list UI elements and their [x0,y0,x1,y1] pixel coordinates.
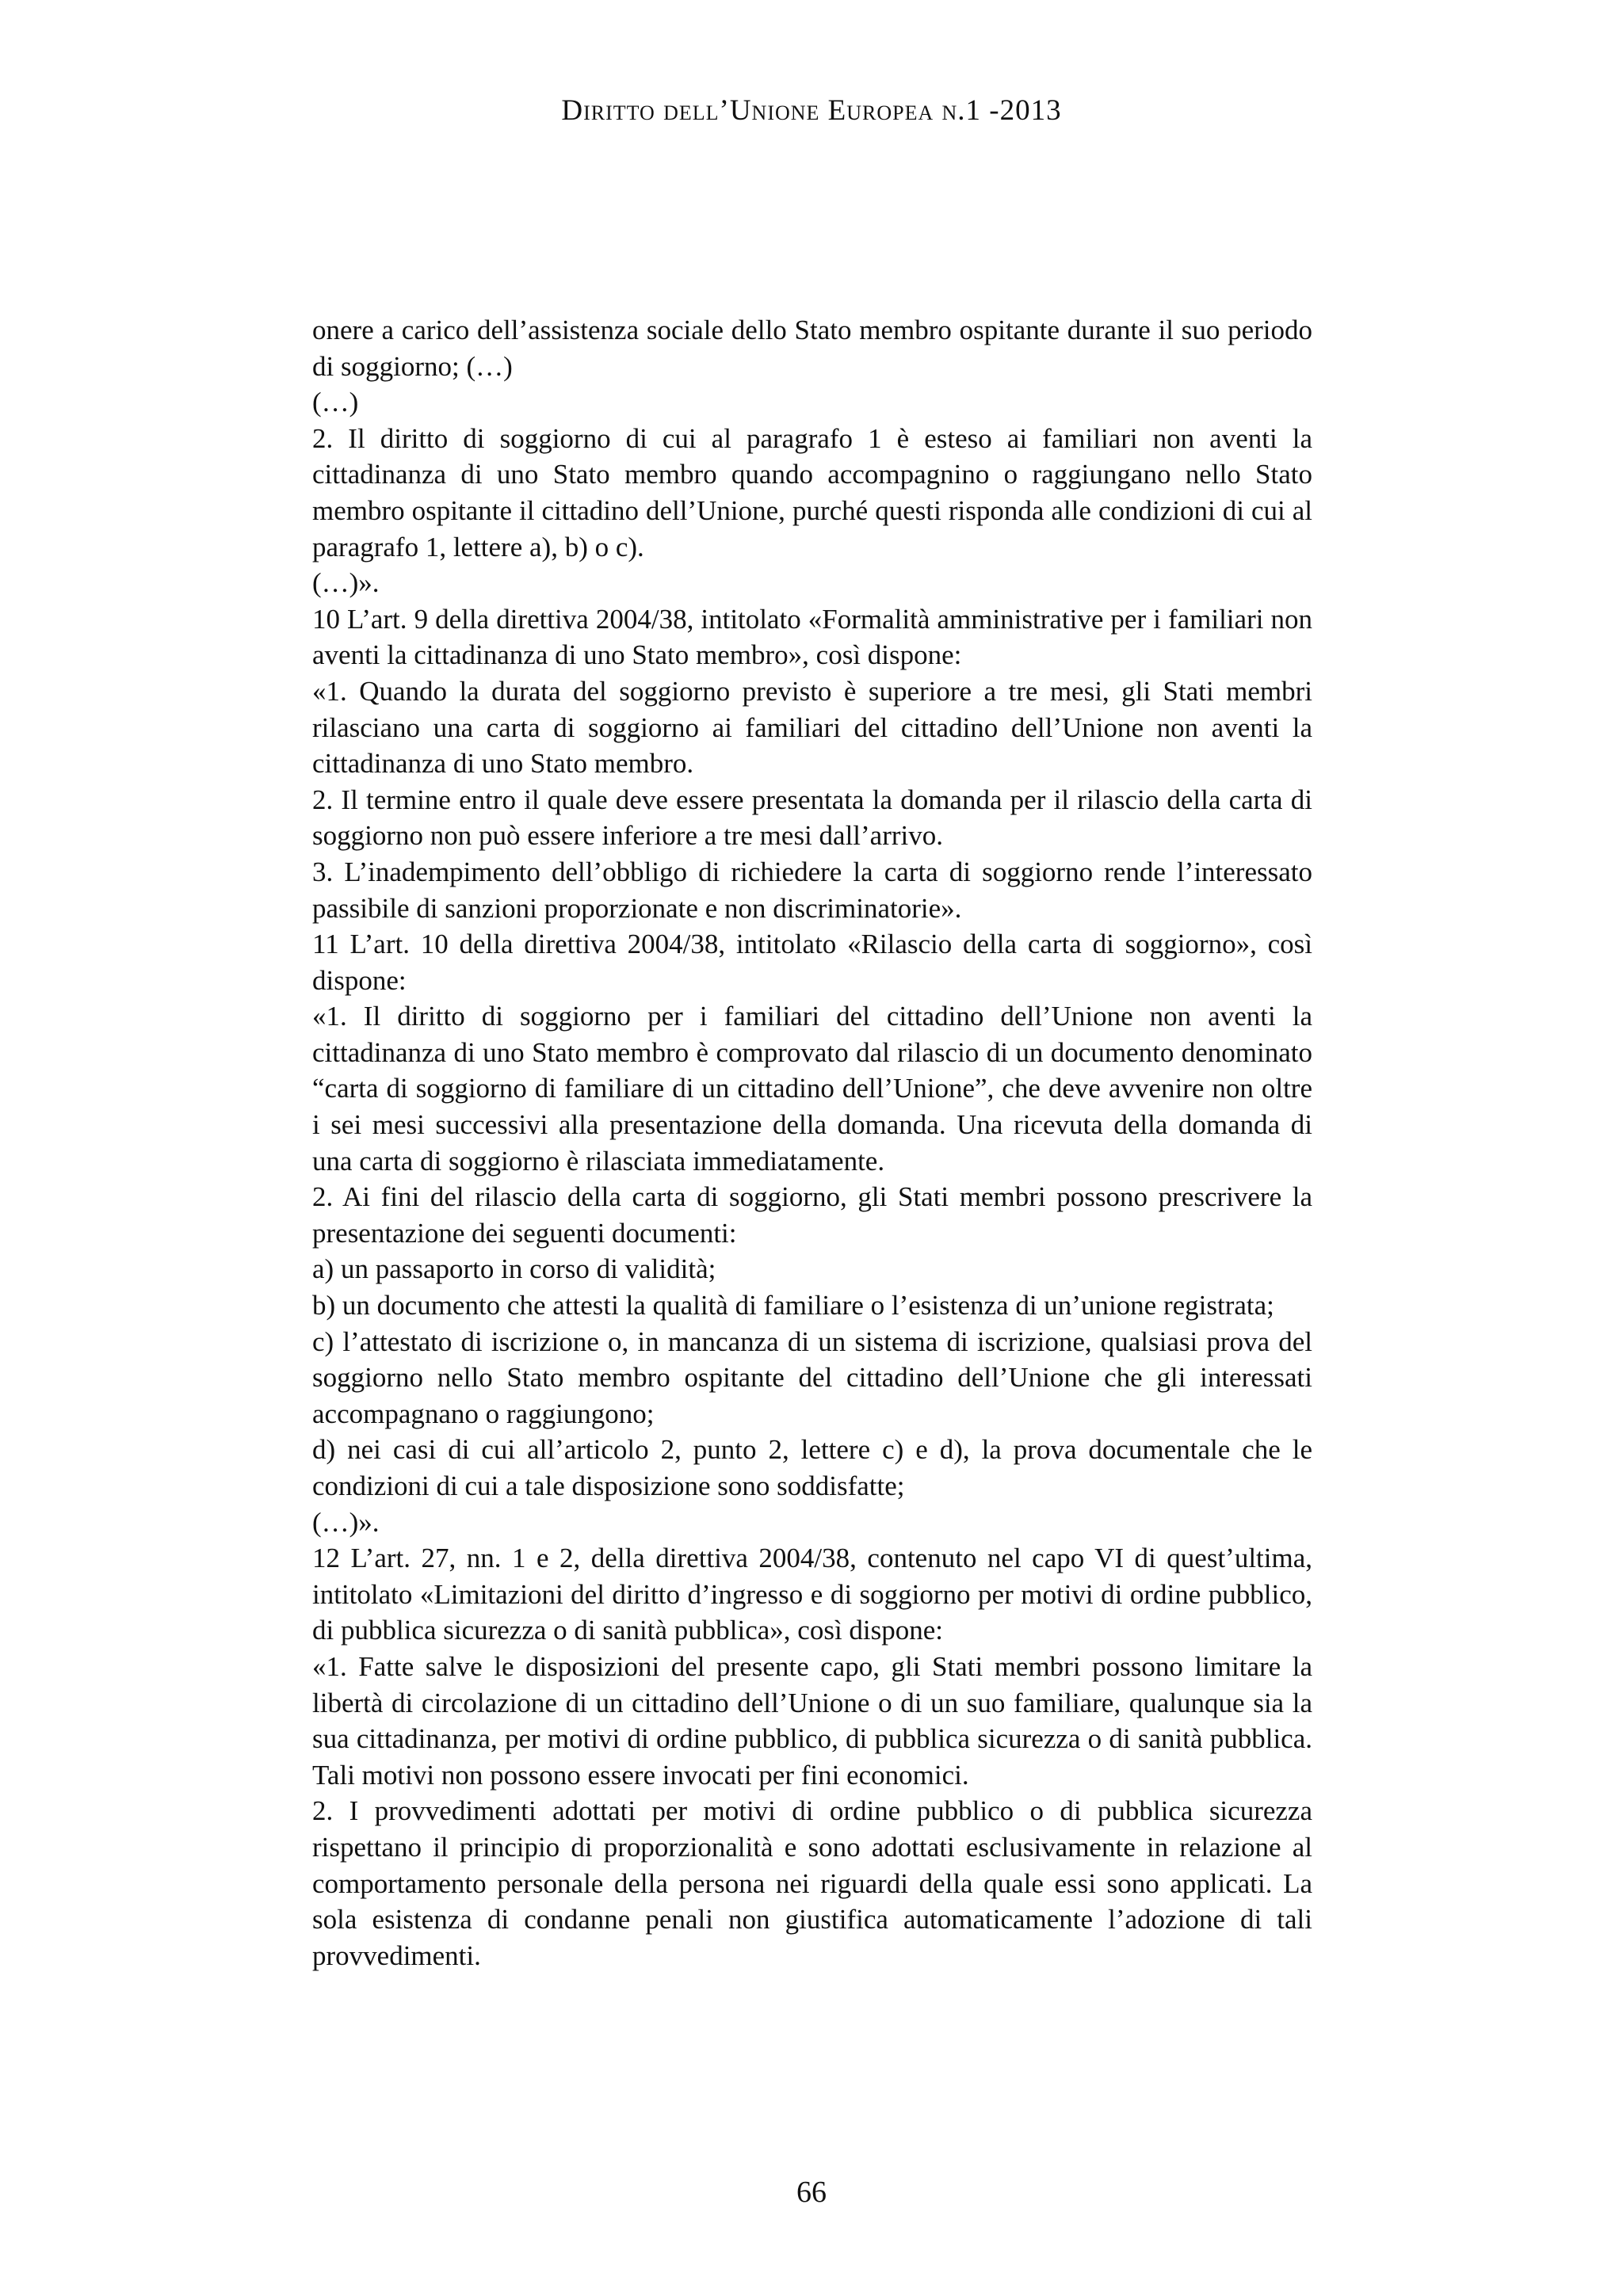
paragraph: 11 L’art. 10 della direttiva 2004/38, intitolato «Rilascio della carta di soggiorno», così dispone: [312,929,1312,996]
running-head: Diritto dell’Unione Europea n.1 -2013 [561,94,1062,127]
page-number: 66 [796,2176,827,2209]
paragraph: d) nei casi di cui all’articolo 2, punto 2, lettere c) e d), la prova documentale che le condizioni di cui a tale disposizione sono soddisfatte; [312,1434,1312,1501]
paragraph: 2. I provvedimenti adottati per motivi di ordine pubblico o di pubblica sicurezza rispettano il principio di proporzionalità e sono adottati esclusivamente in relazione al comportamento personale della persona nei riguardi della quale essi sono applicati. La sola esistenza di condanne penali non giustifica automaticamente l’adozione di tali provvedimenti. [312,1795,1312,1971]
paragraph: (…)». [312,1506,380,1538]
paragraph: 3. L’inadempimento dell’obbligo di richiedere la carta di soggiorno rende l’interessato passibile di sanzioni proporzionate e non discriminatorie». [312,856,1312,924]
paragraph: 10 L’art. 9 della direttiva 2004/38, intitolato «Formalità amministrative per i familiari non aventi la cittadinanza di uno Stato membro», così dispone: [312,603,1312,671]
paragraph: (…) [312,387,359,418]
paragraph: «1. Fatte salve le disposizioni del presente capo, gli Stati membri possono limitare la libertà di circolazione di un cittadino dell’Unione o di un suo familiare, qualunque sia la sua cittadinanza, per motivi di ordine pubblico, di pubblica sicurezza o di sanità pubblica. Tali motivi non possono essere invocati per fini economici. [312,1650,1312,1791]
paragraph: (…)». [312,567,380,599]
paragraph: 12 L’art. 27, nn. 1 e 2, della direttiva 2004/38, contenuto nel capo VI di quest’ultima, intitolato «Limitazioni del diritto d’ingresso e di soggiorno per motivi di ordine pubblico, di pubblica sicurezza o di sanità pubblica», così dispone: [312,1543,1312,1646]
paragraph: onere a carico dell’assistenza sociale dello Stato membro ospitante durante il suo periodo di soggiorno; (…) [312,315,1312,382]
paragraph: 2. Il diritto di soggiorno di cui al paragrafo 1 è esteso ai familiari non aventi la cittadinanza di uno Stato membro quando accompagnino o raggiungano nello Stato membro ospitante il cittadino dell’Unione, purché questi risponda alle condizioni di cui al paragrafo 1, lettere a), b) o c). [312,422,1312,563]
paragraph: 2. Il termine entro il quale deve essere presentata la domanda per il rilascio della carta di soggiorno non può essere inferiore a tre mesi dall’arrivo. [312,784,1312,852]
paragraph: c) l’attestato di iscrizione o, in mancanza di un sistema di iscrizione, qualsiasi prova del soggiorno nello Stato membro ospitante del cittadino dell’Unione che gli interessati accompagnano o raggiungono; [312,1325,1312,1429]
paragraph: a) un passaporto in corso di validità; [312,1253,716,1285]
page-body [312,312,1312,1974]
paragraph: b) un documento che attesti la qualità di familiare o l’esistenza di un’unione registrata; [312,1290,1274,1322]
paragraph: «1. Il diritto di soggiorno per i familiari del cittadino dell’Unione non aventi la cittadinanza di uno Stato membro è comprovato dal rilascio di un documento denominato “carta di soggiorno di familiare di un cittadino dell’Unione”, che deve avvenire non oltre i sei mesi successivi alla presentazione della domanda. Una ricevuta della domanda di una carta di soggiorno è rilasciata immediatamente. [312,1001,1312,1177]
paragraph: 2. Ai fini del rilascio della carta di soggiorno, gli Stati membri possono prescrivere la presentazione dei seguenti documenti: [312,1181,1312,1249]
paragraph: «1. Quando la durata del soggiorno previsto è superiore a tre mesi, gli Stati membri rilasciano una carta di soggiorno ai familiari del cittadino dell’Unione non aventi la cittadinanza di uno Stato membro. [312,675,1312,780]
